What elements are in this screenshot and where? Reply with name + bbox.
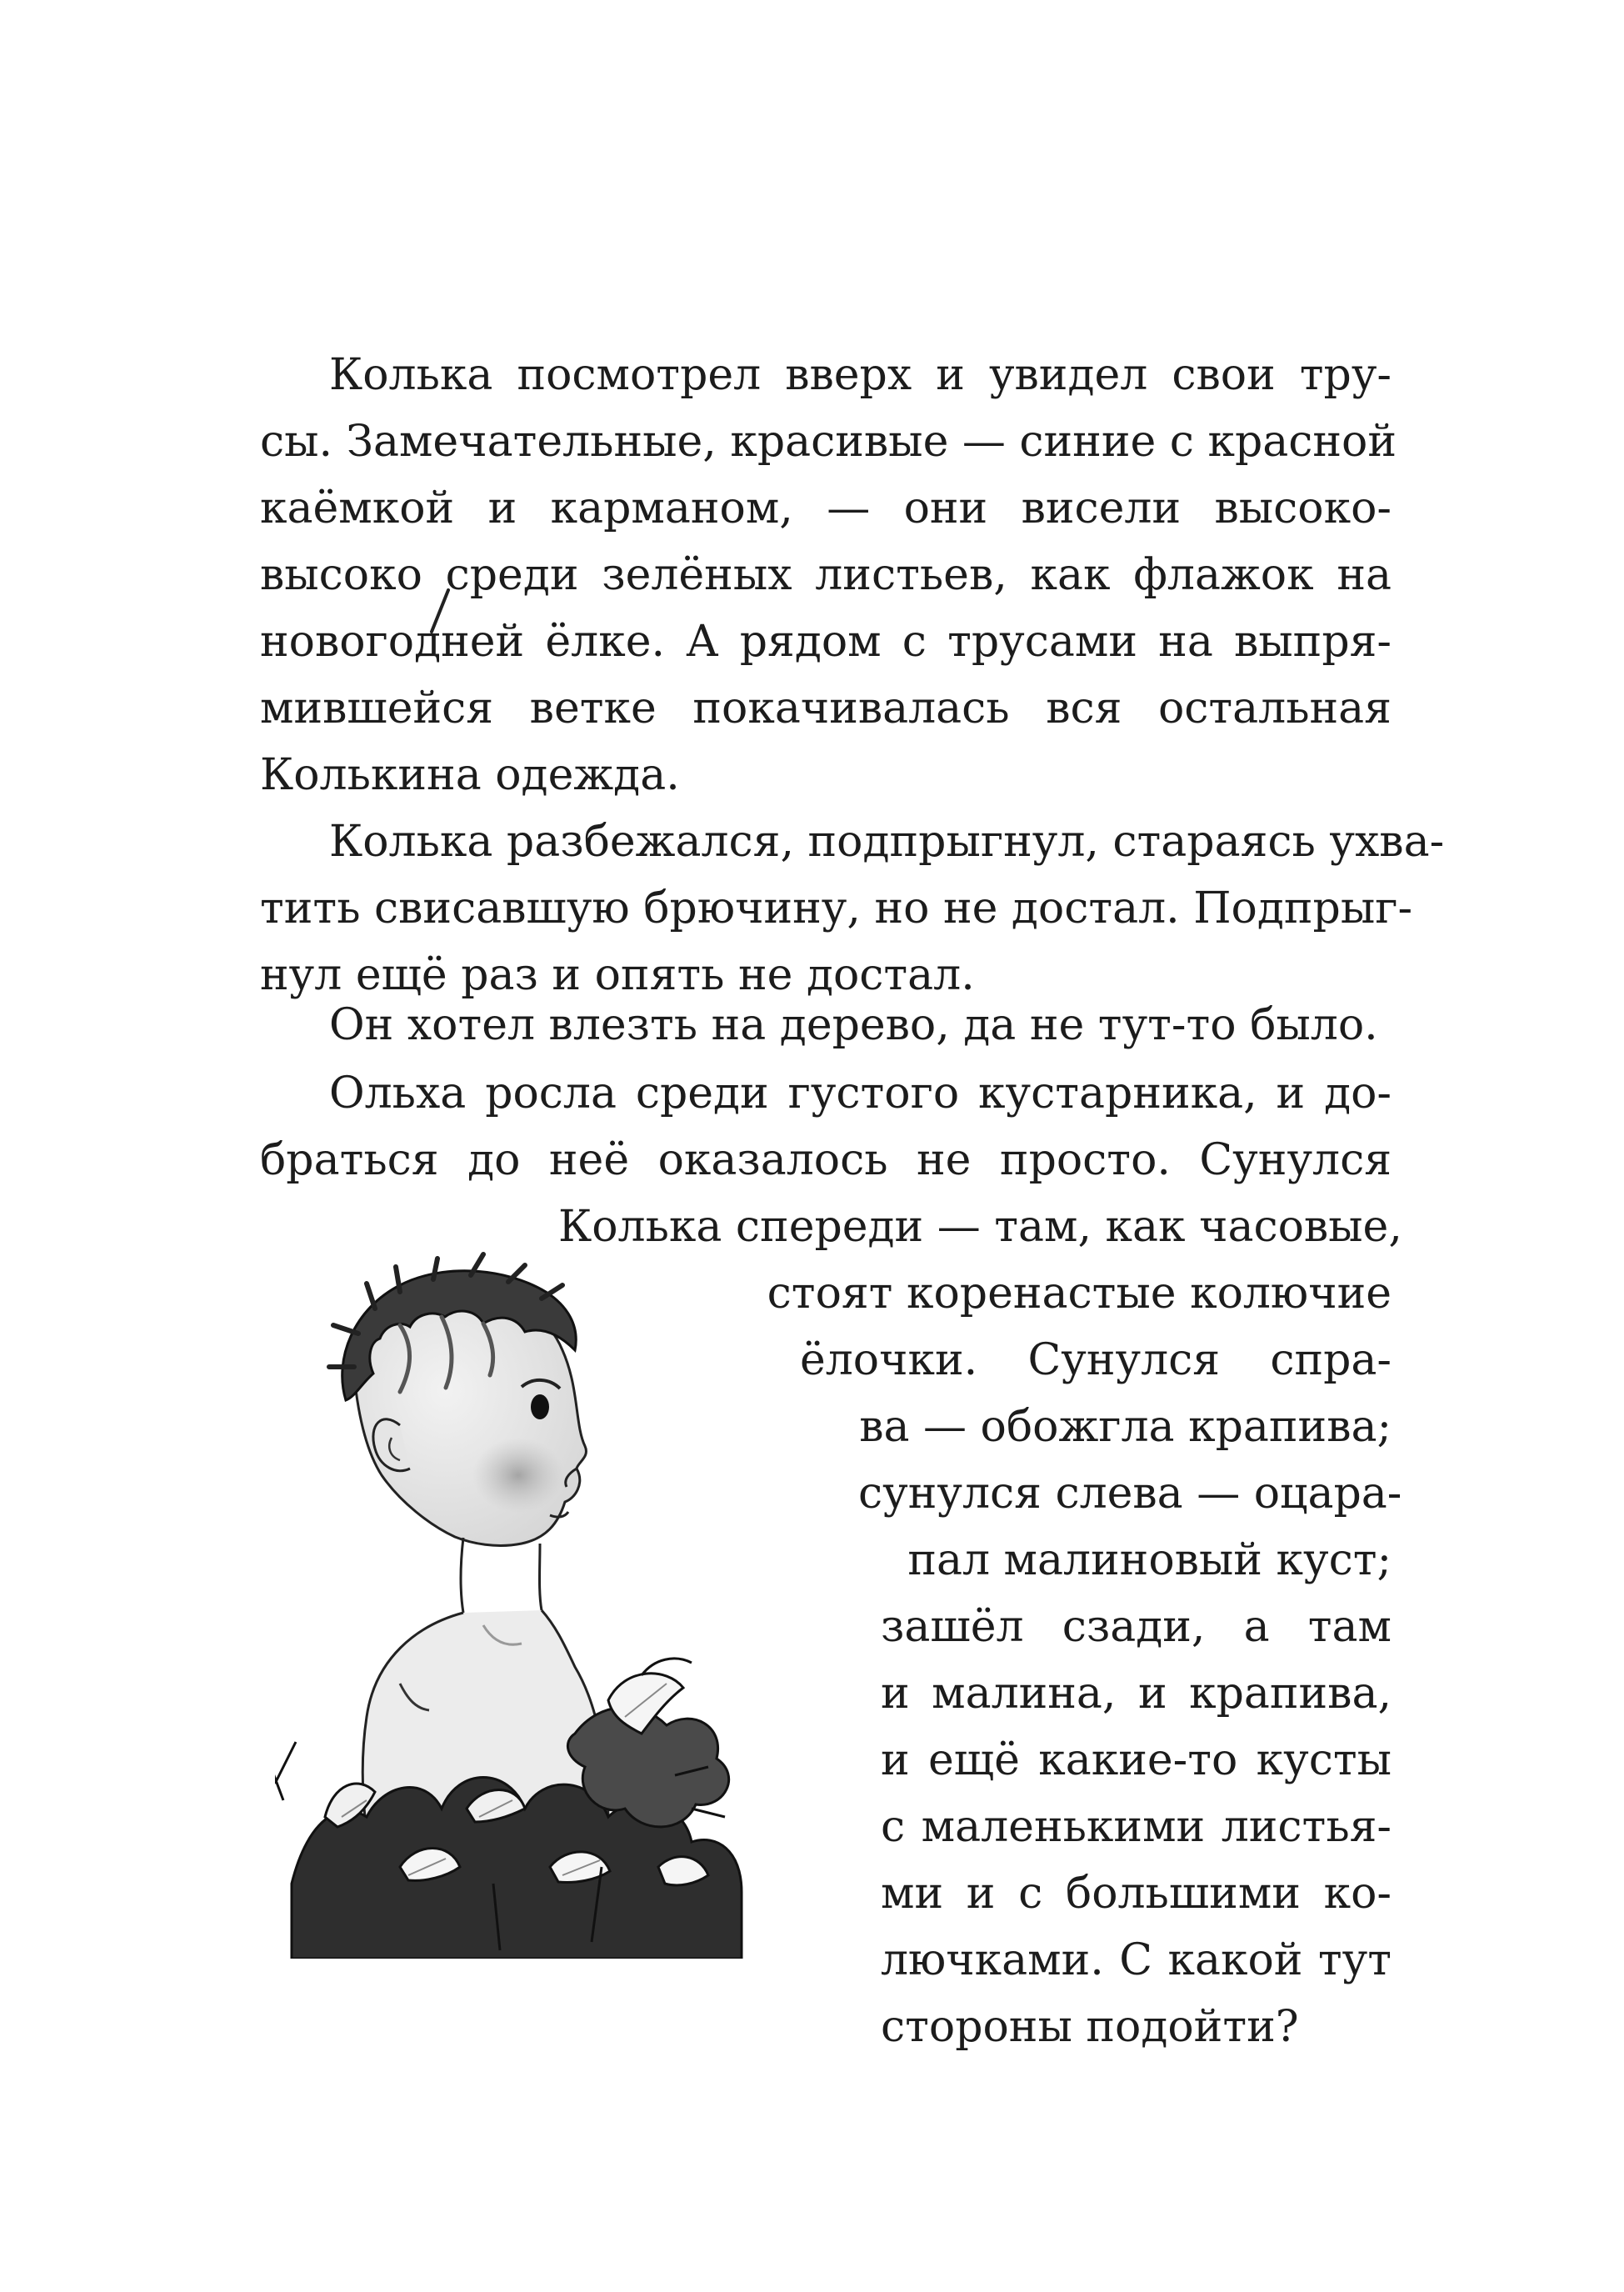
text-line: новогодней ёлке. А рядом с трусами на выпря- xyxy=(260,617,1392,667)
text-line: мившейся ветке покачивалась вся остальная xyxy=(260,683,1392,733)
text-line: каёмкой и карманом, — они висели высоко- xyxy=(260,483,1392,533)
text-line: ва — обожгла крапива; xyxy=(859,1402,1392,1452)
text-line: ёлочки. Сунулся спра- xyxy=(800,1335,1392,1385)
text-line: с маленькими листья- xyxy=(881,1802,1392,1852)
text-line: стороны подойти? xyxy=(881,2002,1299,2052)
text-line: сунулся слева — оцара- xyxy=(858,1469,1402,1519)
text-line: нул ещё раз и опять не достал. xyxy=(260,950,975,1000)
text-line: зашёл сзади, а там xyxy=(881,1602,1392,1652)
text-line: Колькина одежда. xyxy=(260,750,680,800)
text-line: ми и с большими ко- xyxy=(881,1869,1392,1919)
text-line: высоко среди зелёных листьев, как флажок на xyxy=(260,550,1392,600)
text-line: браться до неё оказалось не просто. Сунулся xyxy=(260,1135,1392,1185)
text-line: Он хотел влезть на дерево, да не тут-то было. xyxy=(329,1000,1378,1050)
text-line: Колька спереди — там, как часовые, xyxy=(558,1202,1402,1252)
text-line: тить свисавшую брючину, но не достал. Подпрыг- xyxy=(260,883,1413,933)
text-line: стоят коренастые колючие xyxy=(767,1269,1392,1319)
boy-in-bushes-illustration xyxy=(275,1234,858,1959)
text-line: Колька разбежался, подпрыгнул, стараясь ухва- xyxy=(329,817,1445,867)
text-line: пал малиновый куст; xyxy=(907,1535,1392,1585)
text-line: лючками. С какой тут xyxy=(881,1935,1392,1985)
text-line: Ольха росла среди густого кустарника, и до- xyxy=(329,1068,1392,1118)
text-line: и ещё какие-то кусты xyxy=(881,1735,1392,1785)
pen-mark-icon xyxy=(423,588,457,635)
text-line: сы. Замечательные, красивые — синие с красной xyxy=(260,417,1397,467)
text-line: и малина, и крапива, xyxy=(881,1669,1392,1719)
text-line: Колька посмотрел вверх и увидел свои тру- xyxy=(329,350,1392,400)
